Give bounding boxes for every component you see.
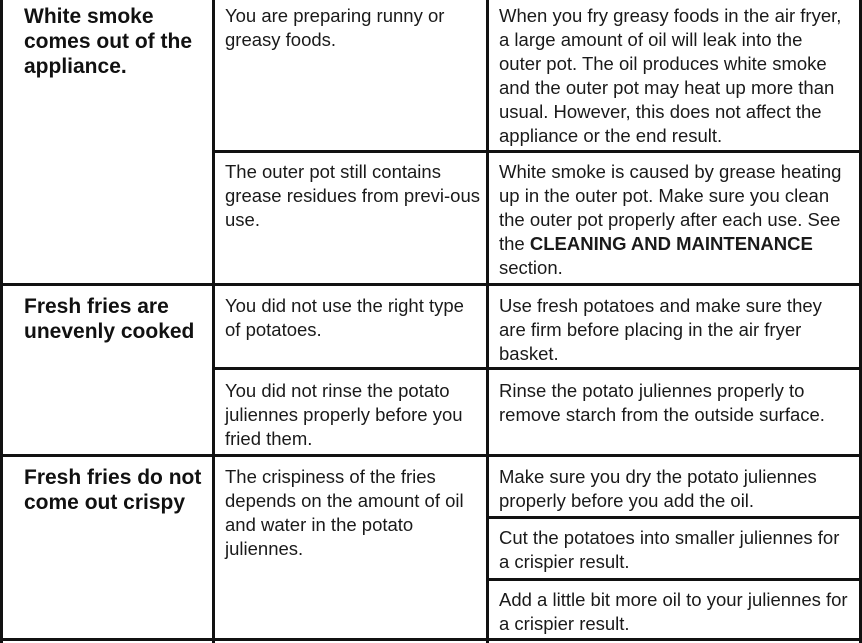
cause-cell: The crispiness of the fries depends on the amount of oil and water in the potato juliennes.: [225, 466, 464, 559]
solution-cell: Cut the potatoes into smaller juliennes for a crispier result.: [499, 527, 840, 572]
solution-cell: Add a little bit more oil to your juliennes for a crispier result.: [499, 589, 848, 634]
section-reference: CLEANING AND MAINTENANCE: [529, 233, 813, 254]
cause-cell: The outer pot still contains grease residues from previ-ous use.: [225, 161, 480, 230]
solution-cell: Rinse the potato juliennes properly to remove starch from the outside surface.: [499, 380, 825, 425]
table-border-bottom: [0, 638, 862, 641]
cause-cell: You did not rinse the potato juliennes properly before you fried them.: [225, 380, 463, 449]
solution-text: White smoke is caused by grease heating up in the outer pot. Make sure you clean the outer pot properly after each use. See the: [499, 161, 842, 254]
problem-cell: Fresh fries are unevenly cooked: [24, 295, 195, 343]
cause-cell: You did not use the right type of potatoes.: [225, 295, 464, 340]
cause-cell: You are preparing runny or greasy foods.: [225, 5, 445, 50]
solution-cell: Use fresh potatoes and make sure they are firm before placing in the air fryer basket.: [499, 295, 822, 364]
column-divider-1: [212, 0, 215, 643]
solution-cell: [499, 160, 849, 280]
subrow-divider-2: [212, 367, 862, 370]
table-border-left: [0, 0, 3, 643]
subrow-divider-1: [212, 150, 862, 153]
row-divider-1: [0, 283, 862, 286]
problem-cell: White smoke comes out of the appliance.: [24, 5, 193, 78]
column-divider-2: [486, 0, 489, 643]
row-divider-2: [0, 454, 862, 457]
subrow-divider-3: [486, 516, 862, 519]
solution-cell: Make sure you dry the potato juliennes properly before you add the oil.: [499, 466, 817, 511]
solution-text: section.: [499, 257, 563, 278]
problem-cell: Fresh fries do not come out crispy: [24, 466, 202, 514]
solution-cell: When you fry greasy foods in the air fryer, a large amount of oil will leak into the outer pot. The oil produces white smoke and the outer pot may heat up more than usual. However, this does not affect the appliance or the end result.: [499, 5, 842, 146]
subrow-divider-4: [486, 578, 862, 581]
